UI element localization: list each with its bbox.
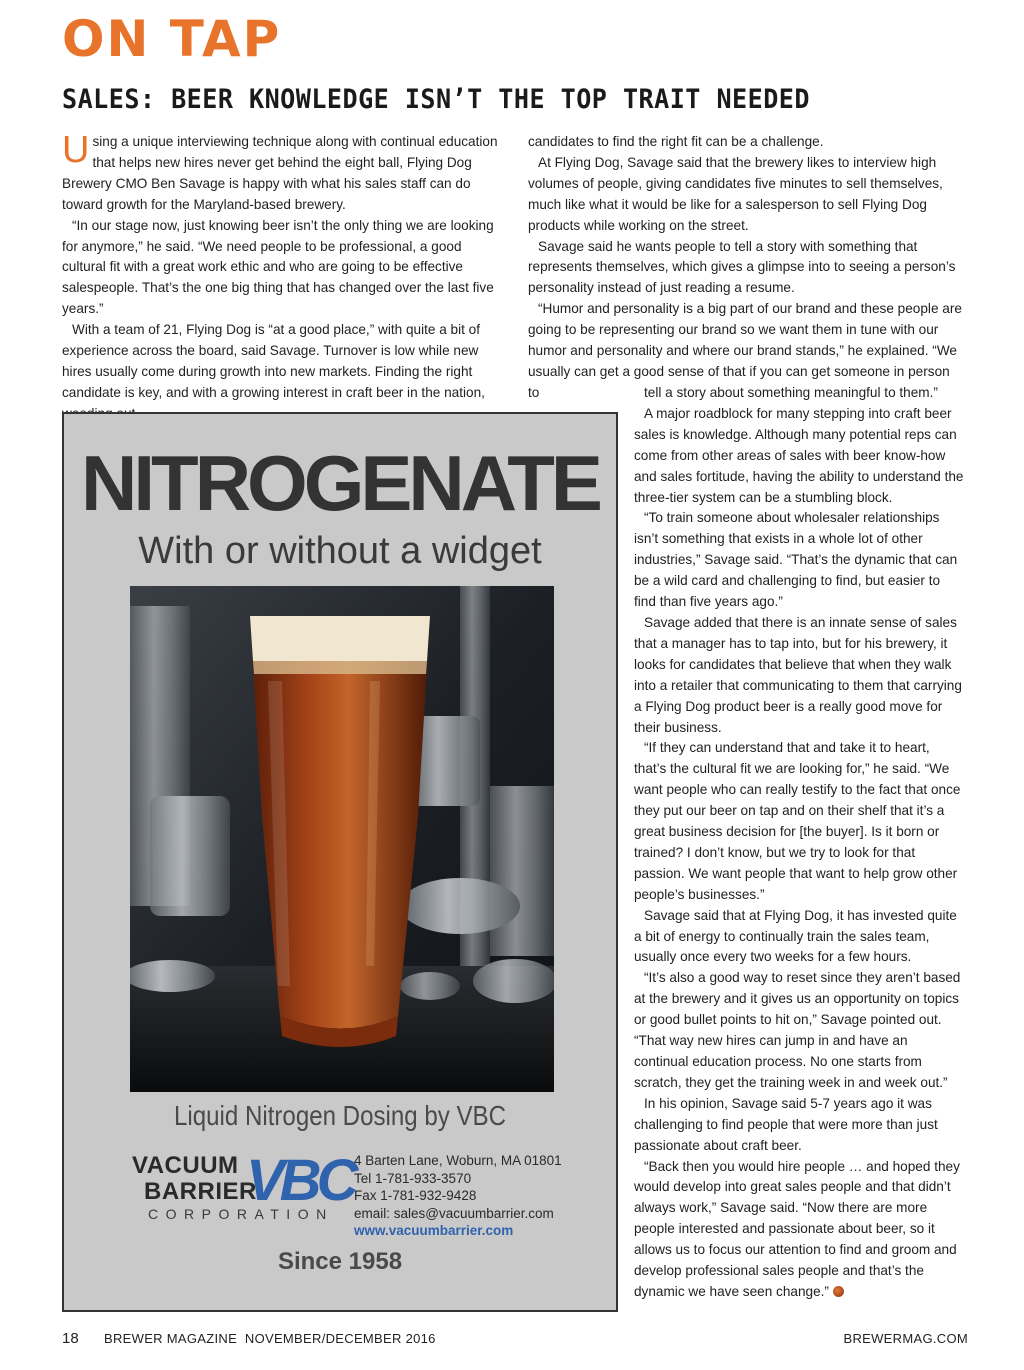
article-paragraph: “If they can understand that and take it to heart, that’s the cultural fit we are looking for,” he said. “We want people who can really testify to the fact that once they put our beer on tap and on their shelf that it’s a great business decision for [the buyer]. Is it born or trained? I don’t know, but we try to look for that passion. We want people that want to help grow other people’s businesses.” <box>634 740 961 902</box>
article-paragraph: With a team of 21, Flying Dog is “at a good place,” with quite a bit of experience across the board, said Savage. Turnover is low while new hires usually come during growth into new markets. Finding the right candidate is key, and with a growing interest in craft beer in the nation, <box>62 322 485 400</box>
advertisement <box>62 412 618 1312</box>
drop-cap: U <box>62 129 90 171</box>
since-year: Since 1958 <box>277 1248 403 1275</box>
ad-tagline: Liquid Nitrogen Dosing by VBC <box>174 1100 506 1131</box>
email: email: sales@vacuumbarrier.com <box>354 1205 554 1221</box>
company-corporation: CORPORATION <box>148 1206 334 1222</box>
website-footer: BREWERMAG.COM <box>843 1331 968 1346</box>
article-column-right <box>634 383 964 1303</box>
company-name-line-1: VACUUM <box>132 1152 239 1179</box>
publication-info: BREWER MAGAZINE NOVEMBER/DECEMBER 2016 <box>104 1331 436 1346</box>
website-link: www.vacuumbarrier.com <box>354 1223 514 1238</box>
telephone: Tel 1-781-933-3570 <box>354 1170 472 1186</box>
article-headline: SALES: BEER KNOWLEDGE ISN’T THE TOP TRAIT NEEDED <box>62 84 810 115</box>
article-paragraph: In his opinion, Savage said 5-7 years ago it was challenging to find people that were more than just passionate about craft beer. <box>634 1095 938 1153</box>
article-paragraph: Savage added that there is an innate sense of sales that a manager has to tap into, but for his brewery, it looks for candidates that believe that when they walk into a retailer that communicating to them that carrying a Flying Dog product beer is a really good move for their business. <box>634 614 962 735</box>
article-column-middle <box>528 132 963 404</box>
article-column-left <box>62 129 502 425</box>
section-title: ON TAP <box>62 10 282 68</box>
article-paragraph: “To train someone about wholesaler relationships isn’t something that exists in a whole lot of other industries,” Savage said. “That’s the dynamic that can be a wild card and challenging to find, but easier to find than five years ago.” <box>634 510 958 610</box>
article-paragraph: A major roadblock for many stepping into craft beer sales is knowledge. Although many potential reps can come from other areas of sales with beer know-how and sales fortitude, having the ability to understand the three-tier system can be a stumbling block. <box>634 405 964 505</box>
address: 4 Barten Lane, Woburn, MA 01801 <box>354 1153 562 1168</box>
article-paragraph: At Flying Dog, Savage said that the brewery likes to interview high volumes of people, giving candidates five minutes to sell themselves, much like what it would be like for a salesperson to sell Flying Dog products while working on the street. <box>528 154 943 233</box>
ad-headline: NITROGENATE <box>81 439 599 527</box>
article-paragraph: Savage said he wants people to tell a story with something that represents themselves, which gives a glimpse into to seeing a person’s personality instead of just reading a resume. <box>528 238 956 296</box>
article-paragraph: tell a story about something meaningful to them.” <box>644 385 938 400</box>
article-paragraph: Using a unique interviewing technique along with continual education that helps new hires never get behind the eight ball, Flying Dog Brewery CMO Ben Savage is happy with what his sales staff can do toward growth for the Maryland-based brewery. <box>62 129 498 212</box>
end-mark-icon <box>833 1286 844 1297</box>
article-paragraph: “It’s also a good way to reset since they aren’t based at the brewery and it gives us an opportunity on topics or good bullet points to hit on,” Savage pointed out. “That way new hires can jump in and have an continual education process. No one starts from scratch, they get the training week in and week out.” <box>634 970 961 1090</box>
ad-subheadline: With or without a widget <box>138 530 542 572</box>
vbc-logo: VBC <box>246 1148 354 1213</box>
article-paragraph: Savage said that at Flying Dog, it has invested quite a bit of energy to continually train the sales team, usually once every two weeks for a few hours. <box>634 907 957 965</box>
article-paragraph: “Back then you would hire people … and hoped they would develop into great sales people and that didn’t always work,” Savage said. “Now there are more people interested and passionate about beer, so it allows us to focus our attention to find and groom and develop professional sales people and that’s the dynamic we have seen change.” <box>634 1158 960 1299</box>
article-paragraph: candidates to find the right fit can be a challenge. <box>528 134 824 149</box>
company-name-line-2: BARRIER <box>144 1178 257 1205</box>
page-number: 18 <box>62 1330 79 1347</box>
contact-info <box>354 1152 562 1240</box>
article-paragraph: “Humor and personality is a big part of our brand and these people are going to be representing our brand so we want them in tune with our humor and personality and where our brand stands,” he explained. “We usually can get a good sense of that if you can get someone in person to <box>528 301 962 400</box>
article-paragraph: “In our stage now, just knowing beer isn’t the only thing we are looking for anymore,” he said. “We need people to be professional, a good cultural fit with a great work ethic and who are going to be effective salespeople. That’s the one big thing that has changed over the last five years.” <box>62 217 494 317</box>
beer-glass-photo <box>130 586 554 1092</box>
fax: Fax 1-781-932-9428 <box>354 1188 477 1203</box>
